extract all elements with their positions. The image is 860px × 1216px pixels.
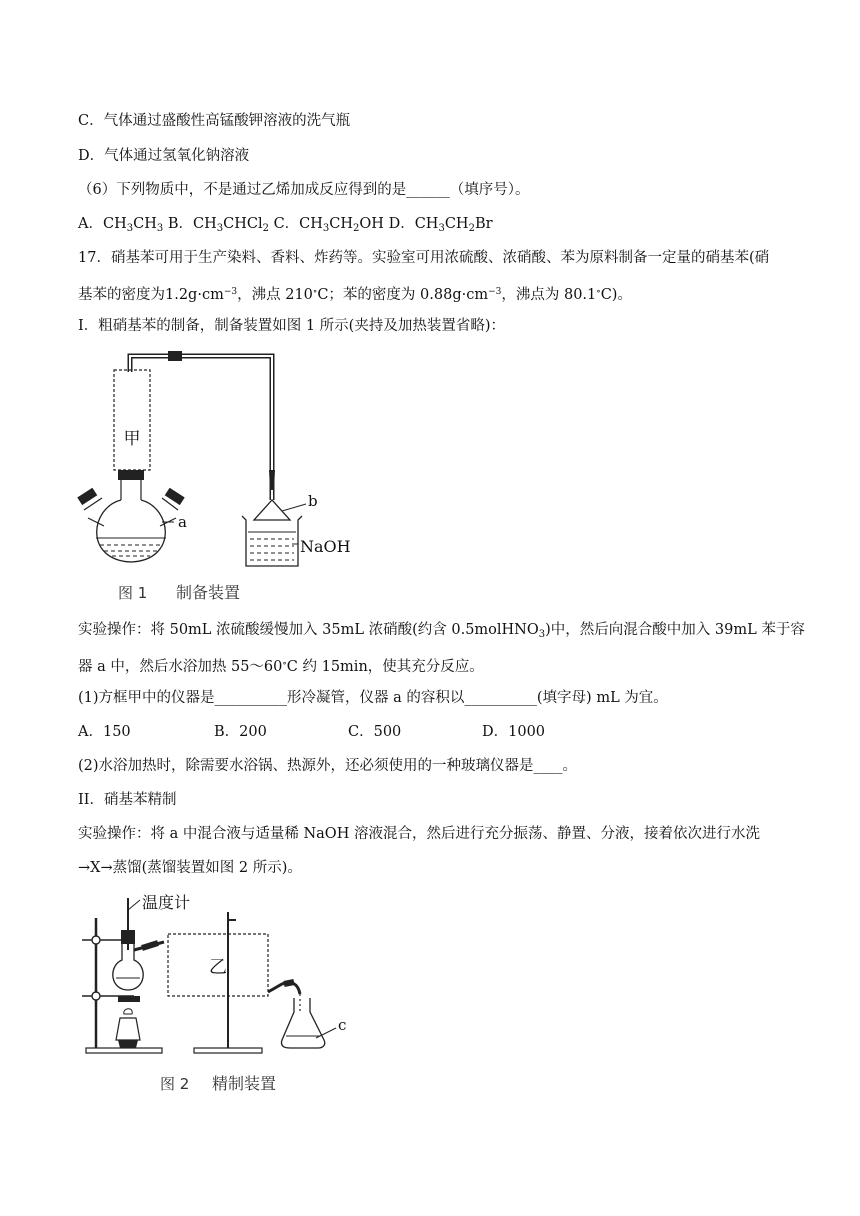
part1-heading: I．粗硝基苯的制备，制备装置如图 1 所示(夹持及加热装置省略)：	[78, 318, 505, 334]
subquestion-6-options: A．$CH_3CH_3$ B．$CH_3CHCl_2$ C．$CH_3CH_2OH$ D．$CH_3CH_2Br$	[78, 216, 493, 234]
beaker	[242, 516, 302, 566]
q1-option-b: B．200	[214, 724, 267, 740]
flask-label-c: c	[338, 1016, 347, 1034]
q17-intro-line1: 17．硝基苯可用于生产染料、香料、炸药等。实验室可用浓硫酸、浓硝酸、苯为原料制备一定量的硝基苯(硝	[78, 250, 770, 266]
question-2: (2)水浴加热时，除需要水浴锅、热源外，还必须使用的一种玻璃仪器是____。	[78, 758, 578, 774]
option-d-line: D．气体通过氢氧化钠溶液	[78, 148, 250, 164]
solution-label-naoh: NaOH	[300, 537, 351, 556]
tube-connector	[168, 351, 182, 361]
middle-stand-base	[194, 1048, 262, 1053]
adapter-tube	[268, 982, 300, 994]
left-stand-base	[86, 1048, 162, 1053]
operation-line3: 实验操作：将 a 中混合液与适量稀 NaOH 溶液混合，然后进行充分振荡、静置、分液，接着依次进行水洗	[78, 826, 760, 842]
figure-2-apparatus	[78, 888, 368, 1098]
q17-intro-line2: 基苯的密度为$1.2g\cdot cm^{-3}$，沸点 210∘C；苯的密度为 $0.88g\cdot cm^{-3}$，沸点为 80.1∘C)。	[78, 287, 632, 303]
q1-option-d: D．1000	[482, 724, 546, 740]
operation-line4: →X→蒸馏(蒸馏装置如图 2 所示)。	[78, 860, 302, 876]
q1-option-a: A．150	[78, 724, 131, 740]
condenser-box-jia	[114, 370, 150, 470]
option-c-line: C．气体通过盛酸性高锰酸钾溶液的洗气瓶	[78, 113, 351, 129]
question-1: (1)方框甲中的仪器是__________形冷凝管，仪器 a 的容积以__________(填字母) mL 为宜。	[78, 690, 668, 706]
subquestion-6: （6）下列物质中，不是通过乙烯加成反应得到的是______（填序号）。	[78, 182, 530, 198]
part2-heading: II．硝基苯精制	[78, 792, 177, 808]
q1-option-c: C．500	[348, 724, 402, 740]
figure-1-caption: 制备装置	[176, 583, 241, 602]
figure-2-number: 图 2	[160, 1075, 190, 1093]
figure-1-number: 图 1	[118, 584, 148, 602]
box-label-yi: 乙	[209, 957, 227, 978]
box-label-jia: 甲	[123, 429, 141, 449]
flask-label-a: a	[178, 513, 187, 531]
receiving-flask-c	[281, 998, 324, 1048]
three-neck-flask-a	[97, 500, 166, 562]
funnel-label-b: b	[308, 492, 318, 510]
figure-2-caption: 精制装置	[212, 1074, 277, 1093]
operation-line2: 器 a 中，然后水浴加热 55～60∘C 约 15min，使其充分反应。	[78, 659, 484, 675]
operation-line1: 实验操作：将 50mL 浓硫酸缓慢加入 35mL 浓硝酸(约含 0.5molHNO$_3$)中，然后向混合酸中加入 39mL 苯于容	[78, 622, 805, 640]
distillation-flask	[113, 944, 143, 990]
alcohol-lamp	[116, 1018, 140, 1040]
figure-1-apparatus	[70, 340, 390, 605]
thermometer-label: 温度计	[142, 893, 191, 912]
